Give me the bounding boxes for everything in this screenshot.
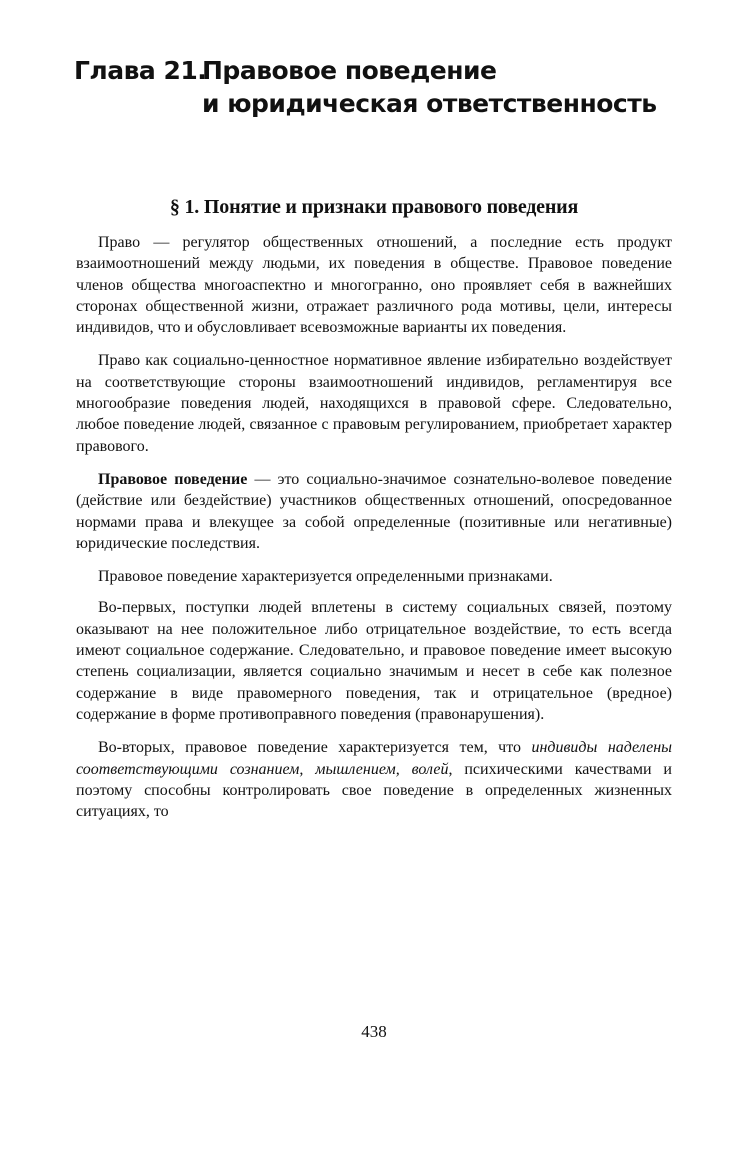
- page-number: 438: [361, 1022, 387, 1041]
- body-text: [76, 232, 672, 834]
- paragraph-6-start: Во-вторых, правовое поведение характеризуется тем, что: [98, 739, 532, 757]
- defined-term: Правовое поведение: [98, 470, 248, 488]
- paragraph-1: Право — регулятор общественных отношений, а последние есть продукт взаимоотношений между людьми, их поведения в обществе. Правовое поведение членов общества многоаспектно и многогранно, оно проявляет себя в важнейших сторонах общественной жизни, отражает различного рода мотивы, цели, интересы индивидов, что и обусловливает всевозможные варианты их поведения.: [76, 234, 672, 337]
- paragraph-2: Право как социально-ценностное нормативное явление избирательно воздействует на соответствующие стороны взаимоотношений индивидов, регламентируя все многообразие поведения людей, находящихся в правовой сфере. Следовательно, любое поведение людей, связанное с правовым регулированием, приобретает характер правового.: [76, 352, 672, 455]
- section-heading: § 1. Понятие и признаки правового поведения: [169, 196, 579, 218]
- paragraph-definition: [76, 469, 672, 554]
- paragraph-6-italic: индивиды наделены соответствующими сознанием, мышлением, волей: [76, 739, 672, 778]
- chapter-heading: [74, 54, 657, 120]
- chapter-title-line-2: и юридическая ответственность: [202, 89, 657, 118]
- paragraph-6: [76, 737, 672, 822]
- paragraph-4: Правовое поведение характеризуется определенными признаками.: [98, 568, 553, 586]
- paragraph-5: Во-первых, поступки людей вплетены в систему социальных связей, поэтому оказывают на нее положительное либо отрицательное воздействие, то есть всегда имеют социальное содержание. Следовательно, и правовое поведение имеет высокую степень социализации, является социально значимым и несет в себе как полезное содержание в виде правомерного поведения, так и отрицательное (вредное) содержание в форме противоправного поведения (правонарушения).: [76, 599, 672, 723]
- paragraph-6-end: , психическими качествами и поэтому способны контролировать свое поведение в определенных жизненных ситуациях, то: [76, 760, 672, 821]
- chapter-title-line-1: Правовое поведение: [202, 56, 497, 85]
- chapter-number: Глава 21.: [74, 56, 207, 85]
- definition-text: — это социально-значимое сознательно-волевое поведение (действие или бездействие) участников общественных отношений, опосредованное нормами права и влекущее за собой определенные (позитивные или негативные) юридические последствия.: [76, 470, 672, 552]
